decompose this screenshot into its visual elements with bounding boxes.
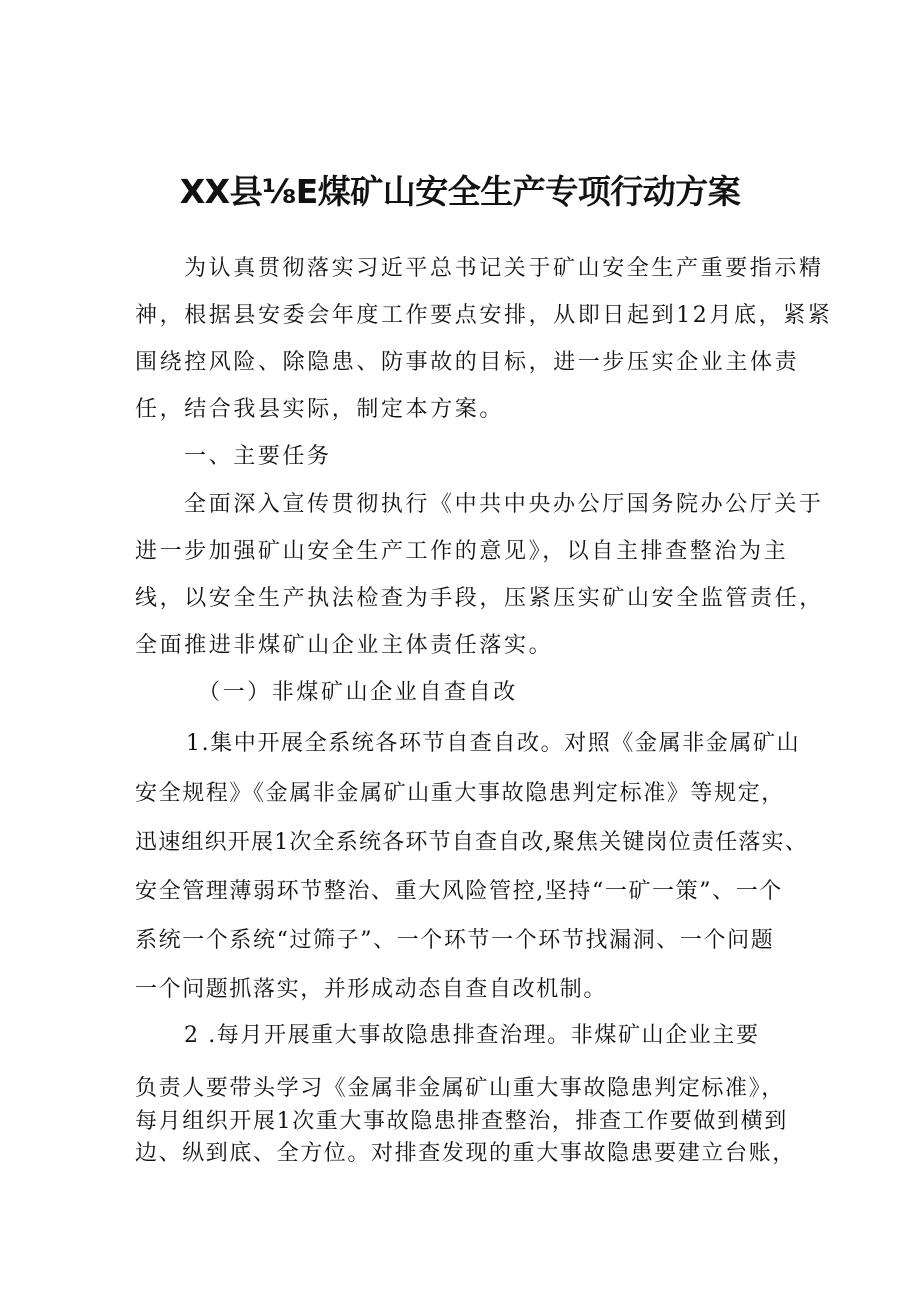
paragraph-line: 全面推进非煤矿山企业主体责任落实。 [135,633,554,658]
paragraph-line: 1.集中开展全系统各环节自查自改。对照《金属非金属矿山 [186,731,801,756]
paragraph-line: 线，以安全生产执法检查为手段，压紧压实矿山安全监管责任， [135,586,824,611]
paragraph-line: 边、纵到底、全方位。对排查发现的重大事故隐患要建立台账， [135,1141,796,1166]
paragraph-line: 安全管理薄弱环节整治、重大风险管控,坚持“一矿一策”、一个 [135,879,783,904]
subsection-heading: （一）非煤矿山企业自查自改 [198,680,518,705]
document-title: XX县⅛E煤矿山安全生产专项行动方案 [179,172,741,211]
paragraph-line: 负责人要带头学习《金属非金属矿山重大事故隐患判定标准》， [135,1076,785,1101]
paragraph-line: 进一步加强矿山安全生产工作的意见》，以自主排查整治为主 [135,539,789,564]
paragraph-line: 2 .每月开展重大事故隐患排查治理。非煤矿山企业主要 [184,1023,760,1048]
paragraph-line: 一个问题抓落实，并形成动态自查自改机制。 [135,977,608,1002]
paragraph-line: 神，根据县安委会年度工作要点安排，从即日起到12月底，紧紧 [135,303,833,328]
paragraph-line: 围绕控风险、除隐患、防事故的目标，进一步压实企业主体责 [135,350,800,375]
section-heading: 一、主要任务 [184,444,332,469]
paragraph-line: 任，结合我县实际，制定本方案。 [135,397,505,422]
paragraph-line: 为认真贯彻落实习近平总书记关于矿山安全生产重要指示精 [184,256,824,281]
paragraph-line: 全面深入宣传贯彻执行《中共中央办公厅国务院办公厅关于 [184,492,824,517]
paragraph-line: 系统一个系统“过筛子”、一个环节一个环节找漏洞、一个问题 [135,928,775,953]
paragraph-line: 安全规程》《金属非金属矿山重大事故隐患判定标准》等规定， [135,781,785,806]
paragraph-line: 迅速组织开展1次全系统各环节自查自改,聚焦关键岗位责任落实、 [135,830,808,855]
paragraph-line: 每月组织开展1次重大事故隐患排查整治，排查工作要做到横到 [135,1109,788,1134]
